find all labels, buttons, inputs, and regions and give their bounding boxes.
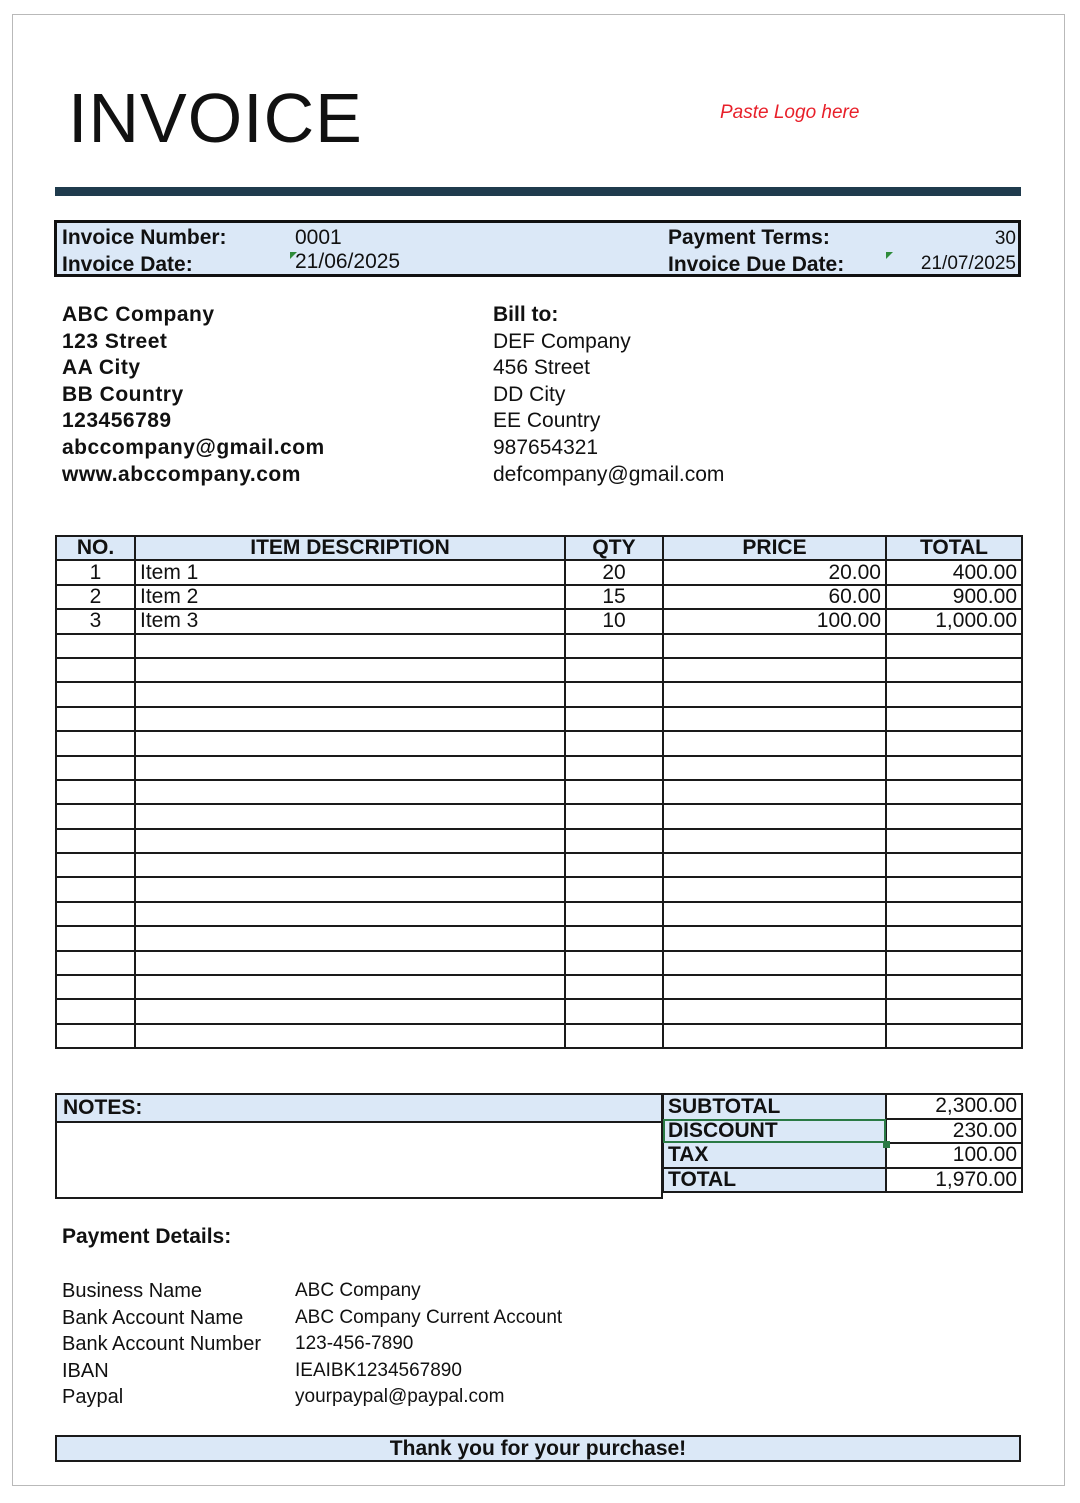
item-total-cell[interactable]	[886, 951, 1022, 975]
item-qty-cell[interactable]	[565, 756, 663, 780]
subtotal-label: SUBTOTAL	[663, 1094, 886, 1119]
paypal-label: Paypal	[62, 1386, 124, 1408]
item-no-cell[interactable]	[56, 634, 135, 658]
item-description-cell[interactable]: Item 3	[135, 609, 565, 633]
item-description-cell[interactable]	[135, 951, 565, 975]
empty-table-row	[56, 658, 1022, 682]
item-description-cell[interactable]	[135, 829, 565, 853]
tax-value[interactable]: 100.00	[886, 1143, 1022, 1168]
item-price-cell[interactable]	[663, 707, 886, 731]
bill-to-label: Bill to:	[493, 303, 559, 326]
invoice-date-value[interactable]: 21/06/2025	[295, 250, 401, 273]
payment-values	[295, 1278, 562, 1411]
item-no-cell[interactable]	[56, 951, 135, 975]
item-description-cell[interactable]	[135, 658, 565, 682]
empty-table-row	[56, 731, 1022, 755]
item-no-cell[interactable]	[56, 853, 135, 877]
bill-to-name: DEF Company	[493, 329, 631, 353]
item-total-cell[interactable]	[886, 999, 1022, 1023]
item-description-cell[interactable]: Item 1	[135, 560, 565, 584]
total-row	[663, 1168, 1022, 1193]
item-qty-cell[interactable]: 20	[565, 560, 663, 584]
payment-terms-label: Payment Terms:	[668, 226, 830, 249]
item-no-cell[interactable]	[56, 804, 135, 828]
empty-table-row	[56, 877, 1022, 901]
account-name-label: Bank Account Name	[62, 1306, 244, 1329]
item-price-cell[interactable]	[663, 853, 886, 877]
item-qty-cell[interactable]	[565, 1024, 663, 1048]
empty-table-row	[56, 780, 1022, 804]
seller-address	[62, 302, 325, 488]
item-total-cell[interactable]	[886, 804, 1022, 828]
bill-to-country: EE Country	[493, 409, 601, 433]
empty-table-row	[56, 902, 1022, 926]
item-no-cell[interactable]	[56, 902, 135, 926]
empty-table-row	[56, 853, 1022, 877]
account-name-value[interactable]: ABC Company Current Account	[295, 1306, 563, 1328]
notes-label: NOTES:	[57, 1095, 661, 1123]
bill-to-email: defcompany@gmail.com	[493, 462, 725, 486]
item-price-cell[interactable]	[663, 877, 886, 901]
col-header-description: ITEM DESCRIPTION	[135, 536, 565, 560]
item-description-cell[interactable]: Item 2	[135, 585, 565, 609]
item-qty-cell[interactable]	[565, 780, 663, 804]
table-row	[56, 609, 1022, 633]
item-qty-cell[interactable]	[565, 804, 663, 828]
item-qty-cell[interactable]	[565, 829, 663, 853]
items-body	[56, 560, 1022, 1048]
item-no-cell[interactable]	[56, 1024, 135, 1048]
col-header-total: TOTAL	[886, 536, 1022, 560]
item-description-cell[interactable]	[135, 975, 565, 999]
item-total-cell[interactable]	[886, 634, 1022, 658]
invoice-date-label: Invoice Date:	[62, 253, 193, 276]
business-name-label: Business Name	[62, 1280, 203, 1302]
tax-label: TAX	[663, 1143, 886, 1168]
item-description-cell[interactable]	[135, 756, 565, 780]
items-header-row	[56, 536, 1022, 560]
item-qty-cell[interactable]	[565, 926, 663, 950]
item-price-cell[interactable]	[663, 634, 886, 658]
item-price-cell[interactable]	[663, 780, 886, 804]
account-number-label: Bank Account Number	[62, 1333, 261, 1355]
col-header-qty: QTY	[565, 536, 663, 560]
item-qty-cell[interactable]	[565, 951, 663, 975]
iban-value[interactable]: IEAIBK1234567890	[295, 1359, 462, 1381]
item-description-cell[interactable]	[135, 634, 565, 658]
item-total-cell[interactable]	[886, 877, 1022, 901]
item-no-cell[interactable]	[56, 975, 135, 999]
item-no-cell[interactable]	[56, 877, 135, 901]
item-price-cell[interactable]	[663, 804, 886, 828]
subtotal-row	[663, 1094, 1022, 1119]
item-total-cell[interactable]	[886, 829, 1022, 853]
item-price-cell[interactable]: 60.00	[663, 585, 886, 609]
item-price-cell[interactable]	[663, 999, 886, 1023]
item-description-cell[interactable]	[135, 902, 565, 926]
item-price-cell[interactable]: 100.00	[663, 609, 886, 633]
notes-text[interactable]	[57, 1123, 661, 1199]
totals-table	[662, 1093, 1023, 1193]
item-total-cell[interactable]	[886, 682, 1022, 706]
empty-table-row	[56, 926, 1022, 950]
business-name-value[interactable]: ABC Company	[295, 1280, 421, 1301]
seller-website: www.abccompany.com	[62, 462, 301, 486]
item-total-cell[interactable]: 400.00	[886, 560, 1022, 584]
item-price-cell[interactable]: 20.00	[663, 560, 886, 584]
payment-terms-value[interactable]: 30	[994, 228, 1016, 249]
item-no-cell[interactable]	[56, 707, 135, 731]
discount-label[interactable]	[663, 1119, 886, 1144]
item-total-cell[interactable]	[886, 975, 1022, 999]
item-qty-cell[interactable]	[565, 658, 663, 682]
item-qty-cell[interactable]	[565, 707, 663, 731]
item-total-cell[interactable]	[886, 707, 1022, 731]
seller-email: abccompany@gmail.com	[62, 435, 325, 459]
item-qty-cell[interactable]	[565, 634, 663, 658]
item-total-cell[interactable]	[886, 902, 1022, 926]
item-price-cell[interactable]	[663, 756, 886, 780]
item-total-cell[interactable]	[886, 1024, 1022, 1048]
item-description-cell[interactable]	[135, 999, 565, 1023]
seller-city: AA City	[62, 356, 141, 380]
item-no-cell[interactable]	[56, 829, 135, 853]
invoice-title: INVOICE	[68, 79, 363, 157]
seller-name: ABC Company	[62, 303, 215, 326]
item-price-cell[interactable]	[663, 926, 886, 950]
item-no-cell[interactable]	[56, 682, 135, 706]
empty-table-row	[56, 804, 1022, 828]
item-total-cell[interactable]	[886, 731, 1022, 755]
bill-to-city: DD City	[493, 382, 566, 406]
item-price-cell[interactable]	[663, 682, 886, 706]
item-description-cell[interactable]	[135, 707, 565, 731]
item-no-cell[interactable]: 3	[56, 609, 135, 633]
empty-table-row	[56, 707, 1022, 731]
item-total-cell[interactable]	[886, 658, 1022, 682]
invoice-number-label: Invoice Number:	[62, 226, 227, 249]
item-no-cell[interactable]: 2	[56, 585, 135, 609]
empty-table-row	[56, 975, 1022, 999]
empty-table-row	[56, 951, 1022, 975]
item-total-cell[interactable]	[886, 756, 1022, 780]
item-price-cell[interactable]	[663, 731, 886, 755]
item-total-cell[interactable]: 1,000.00	[886, 609, 1022, 633]
item-no-cell[interactable]	[56, 780, 135, 804]
bill-to-address	[493, 302, 724, 488]
item-no-cell[interactable]: 1	[56, 560, 135, 584]
item-description-cell[interactable]	[135, 731, 565, 755]
item-qty-cell[interactable]	[565, 902, 663, 926]
empty-table-row	[56, 634, 1022, 658]
cell-note-marker	[886, 252, 893, 259]
thank-you-banner: Thank you for your purchase!	[55, 1435, 1021, 1462]
seller-street: 123 Street	[62, 329, 168, 353]
empty-table-row	[56, 756, 1022, 780]
col-header-no: NO.	[56, 536, 135, 560]
empty-table-row	[56, 682, 1022, 706]
item-no-cell[interactable]	[56, 756, 135, 780]
item-total-cell[interactable]: 900.00	[886, 585, 1022, 609]
item-price-cell[interactable]	[663, 1024, 886, 1048]
item-price-cell[interactable]	[663, 951, 886, 975]
logo-placeholder[interactable]: Paste Logo here	[720, 102, 860, 123]
item-no-cell[interactable]	[56, 926, 135, 950]
item-qty-cell[interactable]	[565, 731, 663, 755]
item-total-cell[interactable]	[886, 853, 1022, 877]
paypal-value[interactable]: yourpaypal@paypal.com	[295, 1386, 505, 1407]
item-price-cell[interactable]	[663, 975, 886, 999]
due-date-value[interactable]: 21/07/2025	[920, 253, 1016, 274]
discount-label-text: DISCOUNT	[668, 1118, 778, 1142]
empty-table-row	[56, 1024, 1022, 1048]
item-price-cell[interactable]	[663, 902, 886, 926]
invoice-number-value[interactable]: 0001	[295, 226, 342, 249]
table-row	[56, 585, 1022, 609]
fill-handle[interactable]	[883, 1141, 890, 1148]
item-description-cell[interactable]	[135, 877, 565, 901]
item-total-cell[interactable]	[886, 926, 1022, 950]
header-rule	[55, 187, 1021, 196]
item-total-cell[interactable]	[886, 780, 1022, 804]
item-no-cell[interactable]	[56, 658, 135, 682]
payment-labels	[62, 1278, 261, 1411]
item-description-cell[interactable]	[135, 682, 565, 706]
item-qty-cell[interactable]	[565, 975, 663, 999]
items-table	[55, 535, 1023, 1049]
empty-table-row	[56, 829, 1022, 853]
item-description-cell[interactable]	[135, 780, 565, 804]
subtotal-value[interactable]: 2,300.00	[886, 1094, 1022, 1119]
item-qty-cell[interactable]	[565, 682, 663, 706]
item-price-cell[interactable]	[663, 829, 886, 853]
due-date-label: Invoice Due Date:	[668, 253, 845, 276]
item-description-cell[interactable]	[135, 1024, 565, 1048]
item-no-cell[interactable]	[56, 731, 135, 755]
total-label: TOTAL	[663, 1168, 886, 1193]
seller-country: BB Country	[62, 382, 184, 406]
item-price-cell[interactable]	[663, 658, 886, 682]
table-row	[56, 560, 1022, 584]
item-qty-cell[interactable]	[565, 877, 663, 901]
item-description-cell[interactable]	[135, 926, 565, 950]
account-number-value[interactable]: 123-456-7890	[295, 1333, 414, 1354]
bill-to-phone: 987654321	[493, 435, 599, 459]
discount-value[interactable]: 230.00	[886, 1119, 1022, 1144]
seller-phone: 123456789	[62, 409, 172, 433]
item-qty-cell[interactable]: 15	[565, 585, 663, 609]
payment-details-title: Payment Details:	[62, 1225, 232, 1248]
item-qty-cell[interactable]	[565, 999, 663, 1023]
empty-table-row	[56, 999, 1022, 1023]
col-header-price: PRICE	[663, 536, 886, 560]
notes-box	[55, 1093, 663, 1199]
total-value[interactable]: 1,970.00	[886, 1168, 1022, 1193]
item-qty-cell[interactable]	[565, 853, 663, 877]
bill-to-street: 456 Street	[493, 356, 590, 380]
discount-row	[663, 1119, 1022, 1144]
item-description-cell[interactable]	[135, 804, 565, 828]
item-qty-cell[interactable]: 10	[565, 609, 663, 633]
tax-row	[663, 1143, 1022, 1168]
item-no-cell[interactable]	[56, 999, 135, 1023]
item-description-cell[interactable]	[135, 853, 565, 877]
iban-label: IBAN	[62, 1359, 109, 1382]
